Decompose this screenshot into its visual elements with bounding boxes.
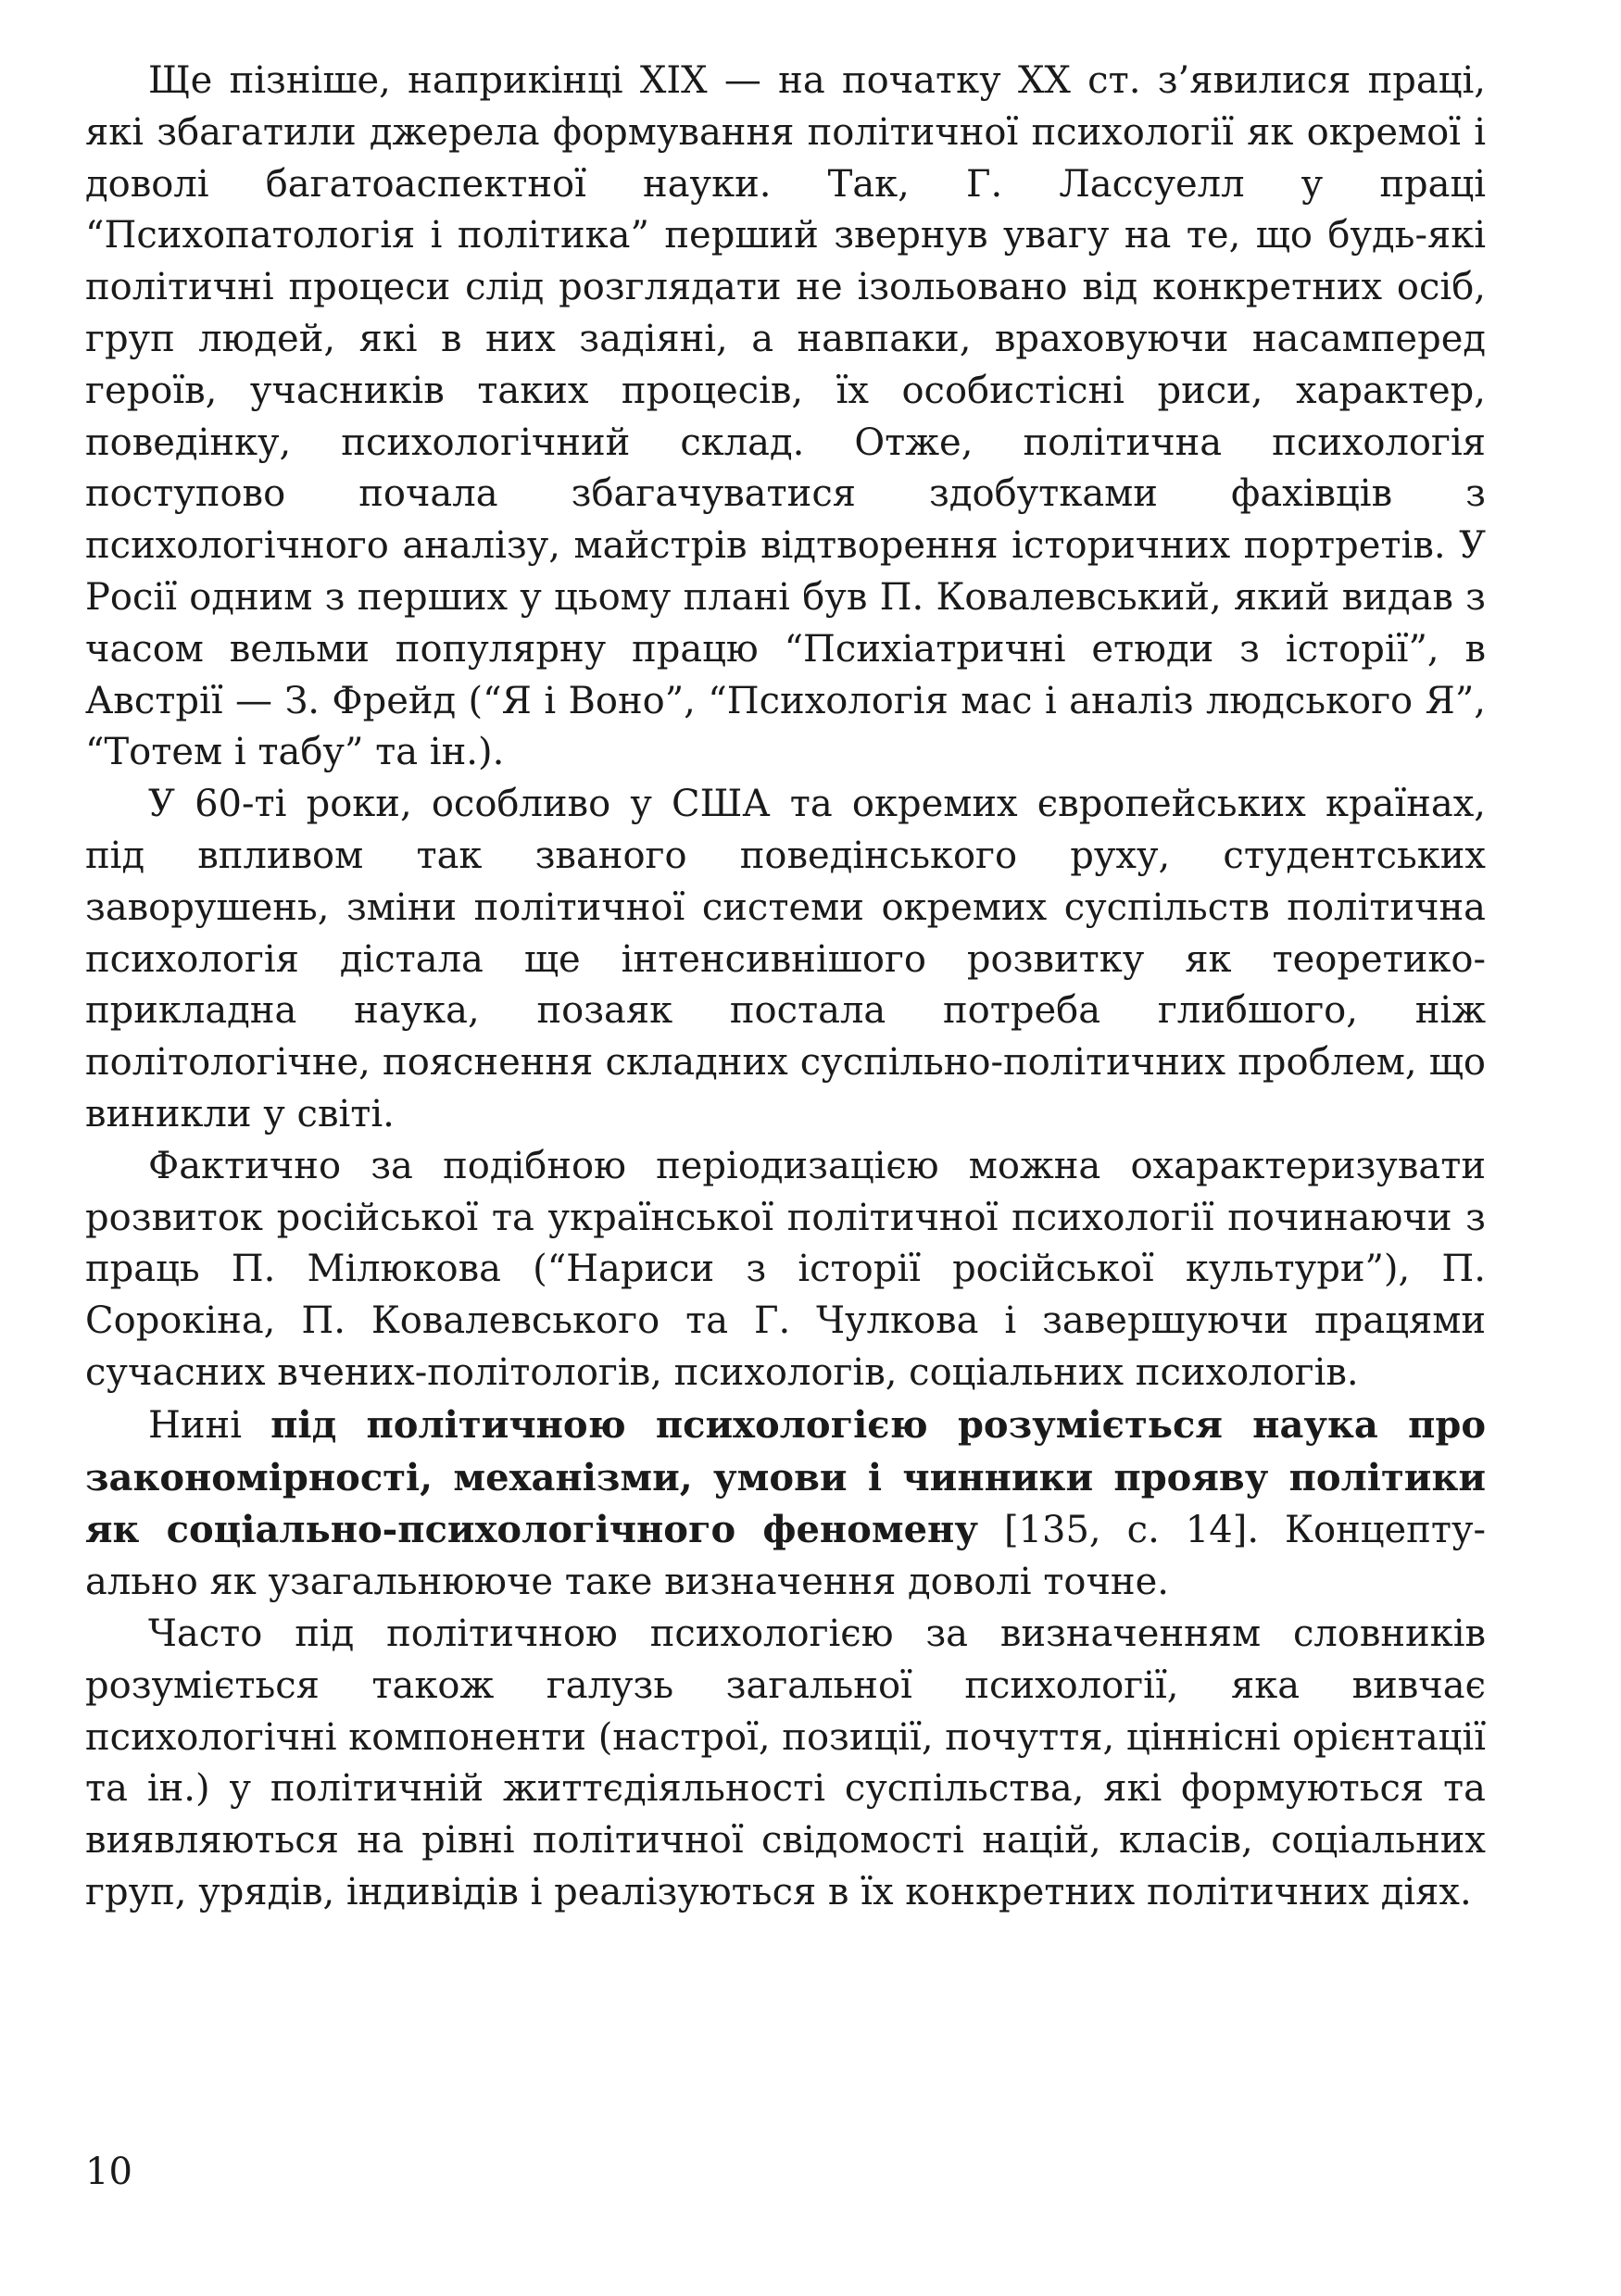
definition-bold-text: під політичною психологією розуміється наука про закономірності, механізми, умови і чинники прояву політики як соціально-психологічного феномену [85,1402,1487,1552]
page-number: 10 [85,2151,132,2193]
paragraph-1: Ще пізніше, наприкінці ХІХ — на початку XX ст. з’явилися праці, які збагатили джерела формування політичної психології як окремої і доволі багатоаспектної науки. Так, Г. Лассуелл у праці “Психопатологія і політика” перший звернув увагу на те, що будь-які політичні процеси слід розглядати не ізольовано від конкретних осіб, груп людей, які в них задіяні, а навпаки, враховуючи насамперед героїв, учасників таких процесів, їх особистісні риси, характер, поведінку, психологічний склад. Отже, політична психологія поступово почала збагачуватися здобутками фахівців з психологічного аналізу, майстрів відтворення історичних портретів. У Росії одним з перших у цьому плані був П. Ковалевський, який видав з часом вельми популярну працю “Психіатричні етюди з історії”, в Австрії — З. Фрейд (“Я і Воно”, “Психологія мас і аналіз людського Я”, “Тотем і табу” та ін.). [85,59,1486,774]
definition-lead: Нині [148,1403,271,1447]
paragraph-definition [85,1399,1486,1609]
paragraph-2: У 60-ті роки, особливо у США та окремих європейських країнах, під впливом так званого поведінського руху, студентських заворушень, зміни політичної системи окремих суспільств політична психологія дістала ще інтенсивнішого розвитку як теоретико-прикладна наука, позаяк постала потреба глибшого, ніж політологічне, пояснення складних суспільно-політичних проблем, що виникли у світі. [85,783,1486,1135]
page-body [85,56,1486,1919]
definition-tail: [135, с. 14]. Концептуально як узагальнююче таке визначення доволі точне. [85,1509,1486,1604]
paragraph-5: Часто під політичною психологією за визначенням словників розуміється також галузь загальної психології, яка вивчає психологічні компоненти (настрої, позиції, почуття, ціннісні орієнтації та ін.) у політичній життєдіяльності суспільства, які формуються та виявляються на рівні політичної свідомості націй, класів, соціальних груп, урядів, індивідів і реалізуються в їх конкретних політичних діях. [85,1612,1486,1913]
paragraph-3: Фактично за подібною періодизацією можна охарактеризувати розвиток російської та української політичної психології починаючи з праць П. Мілюкова (“Нариси з історії російської культури”), П. Сорокіна, П. Ковалевського та Г. Чулкова і завершуючи працями сучасних вчених-політологів, психологів, соціальних психологів. [85,1144,1486,1394]
